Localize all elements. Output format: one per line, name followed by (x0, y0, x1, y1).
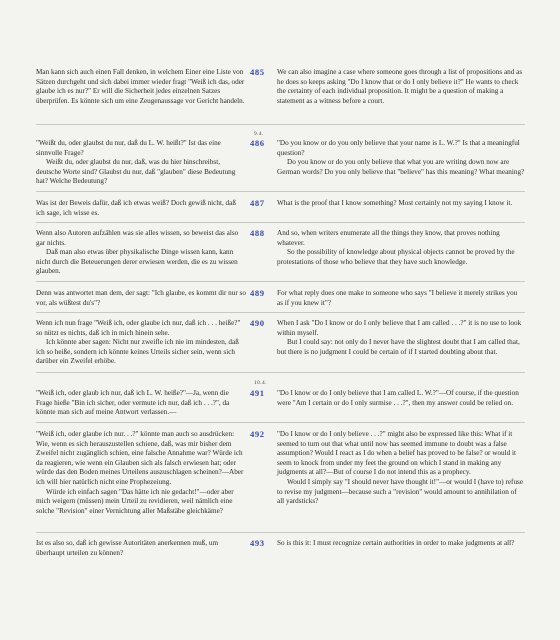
paragraph: Man kann sich auch einen Fall denken, in welchem Einer eine Liste von Sätzen durchgeht und sich dabei immer wieder fragt "Weiß ich das, oder glaube ich es nur?" Er will die Sicherheit jedes einzelnen Satzes überprüfen. Es könnte sich um eine Zeugenaussage vor Gericht handeln. (36, 68, 245, 105)
paragraph: Daß man also etwas über physikalische Dinge wissen kann, kann nicht durch die Beteuerungen derer erwiesen werden, die es zu wissen glauben. (36, 248, 238, 276)
english-text (277, 539, 525, 549)
paragraph: Weißt du, oder glaubst du nur, daß, was du hier hinschreibst, deutsche Worte sind? Glaubst du nur, daß "glauben" diese Bedeutung hat? Welche Bedeutung? (36, 158, 236, 186)
german-text (36, 389, 246, 418)
english-text (277, 289, 525, 308)
german-text (36, 229, 246, 277)
english-text (277, 389, 525, 408)
german-text (36, 68, 246, 106)
paragraph: So is this it: I must recognize certain authorities in order to make judgments at all? (277, 539, 515, 547)
paragraph: "Weiß ich, oder glaub ich nur, daß ich L. W. heiße?"—Ja, wenn die Frage hieße "Bin ich sicher, oder vermute ich nur, daß ich . . .?", da könnte man sich auf meine Antwort verlassen.— (36, 389, 230, 417)
paragraph: Ich könnte aber sagen: Nicht nur zweifle ich nie im mindesten, daß ich so heiße, sondern ich könnte keines Urteils sicher sein, wenn sich darüber ein Zweifel erhöbe. (36, 338, 239, 366)
divider (36, 191, 525, 192)
paragraph: So the possibility of knowledge about physical objects cannot be proved by the protestations of those who believe that they have such knowledge. (277, 248, 515, 266)
paragraph: Würde ich einfach sagen "Das hätte ich nie gedacht!"—oder aber mich weigern (müssen) mein Urteil zu revidieren, weil nämlich eine solche "Revision" einer Vernichtung aller Maßstäbe gleichkäme? (36, 487, 234, 515)
divider (36, 372, 525, 373)
divider (36, 422, 525, 423)
date-marker: 10.4. (254, 380, 267, 386)
english-text (277, 199, 525, 209)
german-text (36, 289, 246, 308)
paragraph: Would I simply say "I should never have thought it!"—or would I (have to) refuse to revise my judgment—because such a "revision" would amount to annihilation of all yardsticks? (277, 477, 524, 506)
paragraph: Ist es also so, daß ich gewisse Autoritäten anerkennen muß, um überhaupt urteilen zu können? (36, 539, 219, 557)
english-text (277, 68, 525, 106)
section-number: 486 (250, 138, 265, 148)
paragraph: Denn was antwortet man dem, der sagt: "Ich glaube, es kommt dir nur so vor, als wüßtest du's"? (36, 289, 246, 307)
paragraph: "Do you know or do you only believe that your name is L. W.?" Is that a meaningful question? (277, 139, 520, 157)
paragraph: But I could say: not only do I never have the slightest doubt that I am called that, but there is no judgment I could be certain of if I started doubting about that. (277, 338, 520, 356)
divider (36, 281, 525, 282)
german-text (36, 319, 246, 367)
divider (36, 124, 525, 125)
section-number: 491 (250, 388, 265, 398)
section-number: 492 (250, 429, 265, 439)
english-text (277, 430, 525, 507)
section-number: 489 (250, 288, 265, 298)
german-text (36, 199, 246, 218)
english-text (277, 229, 525, 267)
paragraph: We can also imagine a case where someone goes through a list of propositions and as he does so keeps asking "Do I know that or do I only believe it?" He wants to check the certainty of each individual proposition. It might be a question of making a statement as a witness before a court. (277, 68, 523, 105)
section-number: 490 (250, 318, 265, 328)
paragraph: What is the proof that I know something? Most certainly not my saying I know it. (277, 199, 513, 207)
section-number: 487 (250, 198, 265, 208)
paragraph: Wenn ich nun frage "Weiß ich, oder glaube ich nur, daß ich . . . heiße?" so nützt es nichts, daß ich in mich hinein sehe. (36, 319, 241, 337)
paragraph: For what reply does one make to someone who says "I believe it merely strikes you as if you knew it"? (277, 289, 518, 307)
german-text (36, 430, 246, 516)
paragraph: "Do I know or do I only believe . . .?" might also be expressed like this: What if it seemed to turn out that what until now has seemed immune to doubt was a false assumption? Would I react as I do when a belief has proved to be false? or would it seem to knock from under my feet the ground on which I stand in making any judgments at all?—But of course I do not intend this as a prophecy. (277, 430, 517, 477)
paragraph: "Weißt du, oder glaubst du nur, daß du L. W. heißt?" Ist das eine sinnvolle Frage? (36, 139, 221, 157)
divider (36, 532, 525, 533)
german-text (36, 539, 246, 558)
paragraph: "Do I know or do I only believe that I am called L. W.?"—Of course, if the question were "Am I certain or do I only surmise . . .?", then my answer could be relied on. (277, 389, 519, 407)
section-number: 488 (250, 228, 265, 238)
paragraph: Wenn also Autoren aufzählen was sie alles wissen, so beweist das also gar nichts. (36, 229, 239, 247)
divider (36, 312, 525, 313)
paragraph: And so, when writers enumerate all the things they know, that proves nothing whatever. (277, 229, 500, 247)
english-text (277, 139, 525, 177)
paragraph: Was ist der Beweis dafür, daß ich etwas weiß? Doch gewiß nicht, daß ich sage, ich wisse es. (36, 199, 236, 217)
german-text (36, 139, 246, 187)
paragraph: "Weiß ich, oder glaube ich nur. . .?" könnte man auch so ausdrücken: Wie, wenn es sich herauszustellen schiene, daß, was mir bisher dem Zweifel nicht zugänglich schien, eine falsche Annahme war? Würde ich da reagieren, wie wenn ein Glauben sich als falsch erwiesen hat; oder würde das den Boden meines Urteilens auszuschlagen scheinen?—Aber ich will hier natürlich nicht eine Prophezeiung. (36, 430, 244, 486)
section-number: 485 (250, 67, 265, 77)
paragraph: Do you know or do you only believe that what you are writing down now are German words? Do you only believe that "believe" has this meaning? What meaning? (277, 158, 525, 176)
section-number: 493 (250, 538, 265, 548)
date-marker: 9.4. (254, 131, 264, 137)
english-text (277, 319, 525, 357)
divider (36, 222, 525, 223)
paragraph: When I ask "Do I know or do I only believe that I am called . . .?" it is no use to look within myself. (277, 319, 522, 337)
